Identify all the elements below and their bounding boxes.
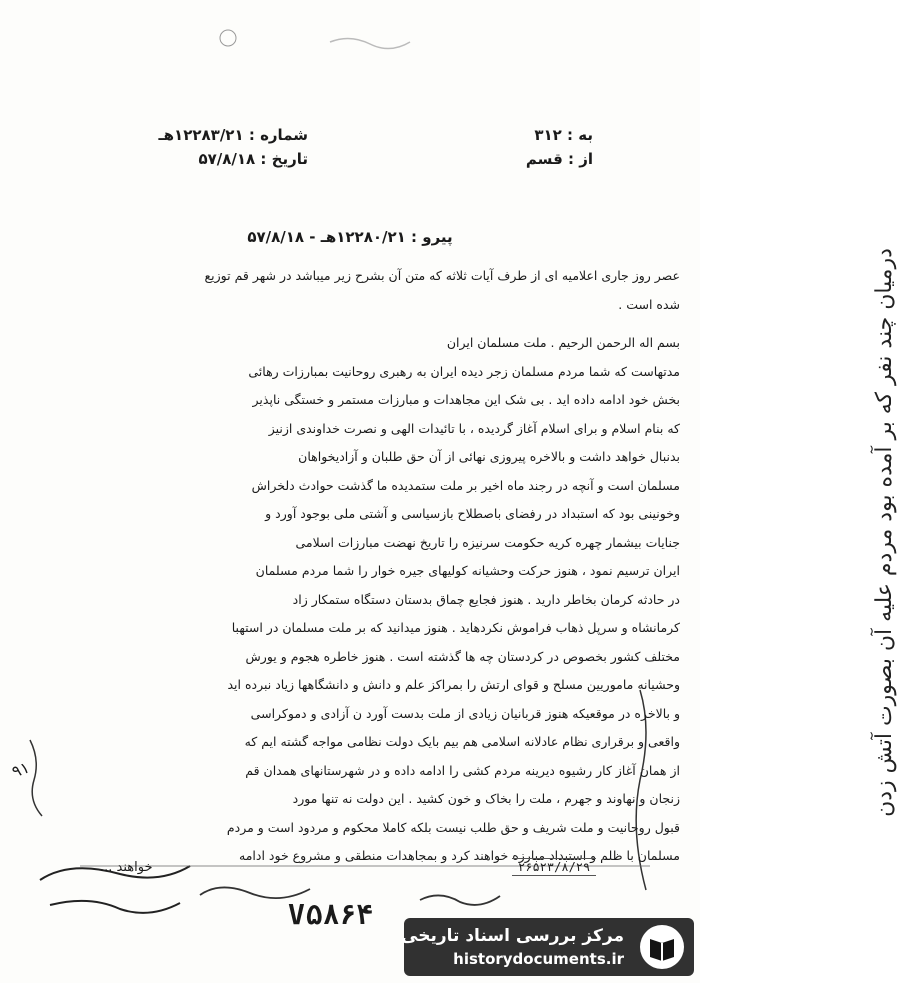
- document-number: شماره : ۱۲۲۸۳/۲۱هـ: [158, 126, 308, 144]
- body-line: واقعی و برقراری نظام عادلانه اسلامی هم بیم بایک دولت نظامی مواجه گشته ایم که: [244, 734, 680, 749]
- body-line: وخونینی بود که استبداد در رفضای باصطلاح بازسیاسی و آشتی ملی بوجود آورد و: [265, 506, 680, 521]
- faint-mark: [330, 38, 410, 48]
- document-date: تاریخ : ۵۷/۸/۱۸: [198, 150, 308, 168]
- body-line: مدتهاست که شما مردم مسلمان زجر دیده ایران به رهبری روحانیت بمبارزات رهائی: [248, 363, 680, 379]
- body-line: بسم اله الرحمن الرحیم . ملت مسلمان ایران: [446, 335, 680, 350]
- archive-watermark: [401, 918, 694, 976]
- body-line: مختلف کشور بخصوص در کردستان چه ها گذشته است . هنوز خاطره هجوم و یورش: [245, 648, 680, 664]
- body-line: جنایات بیشمار چهره کریه حکومت سرنیزه را تاریخ نهضت مبارزات اسلامی: [295, 534, 680, 550]
- signature-stroke: [420, 895, 500, 904]
- book-logo-icon: [638, 923, 686, 971]
- body-line: بخش خود ادامه داده اید . بی شک این مجاهدات و مبارزات مستمر و خستگی ناپذیر: [252, 392, 680, 407]
- body-line: عصر روز جاری اعلامیه ای از طرف آیات ثلاثه که متن آن بشرح زیر میباشد در شهر قم توزیع: [204, 268, 680, 283]
- body-line: در حادثه کرمان بخاطر دارید . هنوز فجایع چماق بدستان دستگاه ستمکار زاد: [292, 591, 680, 607]
- closing-text: خواهند ...: [100, 860, 153, 875]
- body-line: وحشیانه ماموریین مسلح و قوای ارتش را بمراکز علم و دانش و دانشگاهها زیاد نبرده اید: [227, 677, 680, 692]
- body-line: از همان آغاز کار رشیوه دیرینه مردم کشی را ادامه داده و در شهرستانهای همدان قم: [245, 762, 680, 778]
- punch-hole-mark: [220, 30, 236, 46]
- body-line: مسلمان است و آنچه در رجند ماه اخیر بر ملت ستمدیده ما گذشت حوادث دلخراش: [251, 477, 680, 493]
- body-line: ایران ترسیم نمود ، هنوز حرکت وحشیانه کولیهای جیره خوار را شما مردم مسلمان: [255, 563, 680, 578]
- body-line: و بالاخره در موقعیکه هنوز قربانیان زیادی از ملت بدست آورد ن آزادی و دموکراسی: [250, 705, 680, 721]
- signature-stroke: [200, 887, 310, 898]
- body-line: شده است .: [618, 296, 680, 312]
- body-line: کرمانشاه و سرپل ذهاب فراموش نکردهاید . هنوز میدانید که بر ملت مسلمان در استهبا: [231, 620, 680, 635]
- margin-handwritten-note: درمیان چند نفر که بر آمده بود مردم علیه آن بصورت آتش زدن: [871, 248, 897, 817]
- body-line: قبول روحانیت و ملت شریف و حق طلب نیست بلکه کاملا محکوم و مردود است و مردم: [226, 819, 680, 835]
- document-body: [20, 262, 680, 871]
- handwritten-code: V۵۸۶۴: [288, 898, 374, 931]
- body-line: زنجان و نهاوند و جهرم ، ملت را بخاک و خون کشید . این دولت نه تنها مورد: [292, 791, 680, 806]
- archive-id-stamp: ۲۶۵۲۳/۸/۲۹: [512, 858, 596, 876]
- body-line: مسلمان با ظلم و استبداد مبارزه خواهند کرد و بمجاهدات منطقی و مشروع خود ادامه: [239, 848, 680, 863]
- signature-stroke: [50, 901, 180, 913]
- side-handwritten-number: ۹۱: [9, 757, 32, 782]
- reference-line: پیرو : ۱۲۲۸۰/۲۱هـ - ۵۷/۸/۱۸: [247, 228, 453, 246]
- sender-field: از : قسم: [525, 150, 593, 168]
- watermark-url[interactable]: historydocuments.ir: [453, 950, 624, 968]
- recipient-field: به : ۳۱۲: [534, 126, 593, 144]
- watermark-title: مرکز بررسی اسناد تاریخی: [401, 926, 624, 946]
- body-line: بدنبال خواهد داشت و بالاخره پیروزی نهائی از آن حق طلبان و آزادیخواهان: [298, 449, 680, 464]
- body-line: که بنام اسلام و برای اسلام آغاز گردیده ، با تائیدات الهی و نصرت خداوندی ازنیز: [268, 420, 680, 436]
